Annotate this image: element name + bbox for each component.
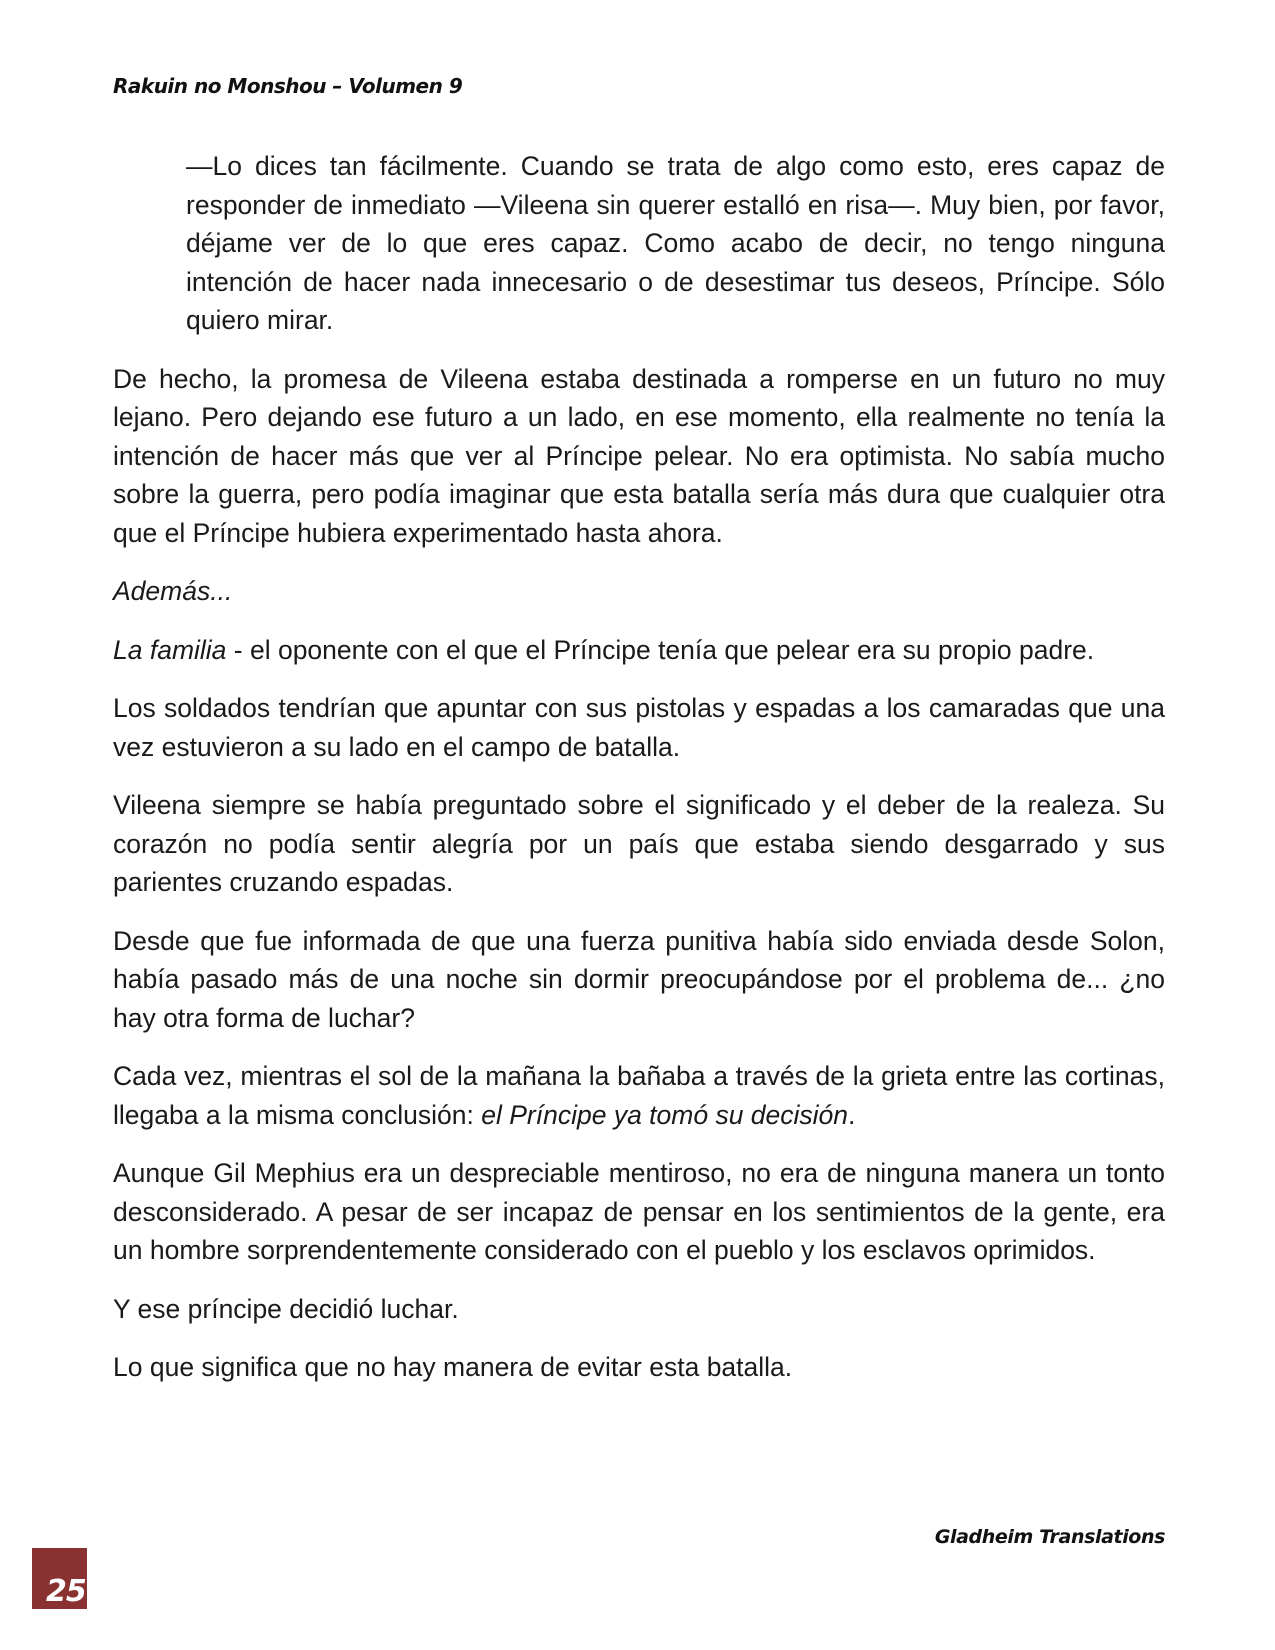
page-number-underline <box>32 1609 87 1612</box>
narrative-paragraph <box>113 1057 1165 1134</box>
narrative-paragraph <box>113 631 1165 670</box>
narrative-paragraph: Aunque Gil Mephius era un despreciable mentiroso, no era de ninguna manera un tonto desconsiderado. A pesar de ser incapaz de pensar en los sentimientos de la gente, era un hombre sorprendentemente considerado con el pueblo y los esclavos oprimidos. <box>113 1158 1165 1265</box>
narrative-paragraph: Lo que significa que no hay manera de evitar esta batalla. <box>113 1352 793 1382</box>
paragraph-text: - el oponente con el que el Príncipe tenía que pelear era su propio padre. <box>226 634 1095 665</box>
narrative-paragraph: Vileena siempre se había preguntado sobre el significado y el deber de la realeza. Su corazón no podía sentir alegría por un país que estaba siendo desgarrado y sus parientes cruzando espadas. <box>113 790 1165 897</box>
paragraph-text: Cada vez, mientras el sol de la mañana la bañaba a través de la grieta entre las cortinas, llegaba a la misma conclusión: <box>113 1061 1165 1130</box>
narrative-paragraph: Desde que fue informada de que una fuerza punitiva había sido enviada desde Solon, había pasado más de una noche sin dormir preocupándose por el problema de... ¿no hay otra forma de luchar? <box>113 925 1165 1033</box>
emphasis-text: La familia <box>113 634 227 665</box>
narrative-paragraph: Y ese príncipe decidió luchar. <box>113 1293 459 1324</box>
paragraph-text: . <box>848 1099 856 1130</box>
italic-aside: Además... <box>113 576 233 606</box>
running-footer-credit: Gladheim Translations <box>934 1526 1165 1548</box>
emphasis-text: el Príncipe ya tomó su decisión <box>481 1099 849 1130</box>
dialogue-paragraph: —Lo dices tan fácilmente. Cuando se trata de algo como esto, eres capaz de responder de inmediato —Vileena sin querer estalló en risa—. Muy bien, por favor, déjame ver de lo que eres capaz. Como acabo de decir, no tengo ninguna intención de hacer nada innecesario o de desestimar tus deseos, Príncipe. Sólo quiero mirar. <box>186 151 1165 335</box>
narrative-paragraph: Los soldados tendrían que apuntar con sus pistolas y espadas a los camaradas que una vez estuvieron a su lado en el campo de batalla. <box>113 693 1165 762</box>
body-text <box>113 147 1165 1407</box>
narrative-paragraph: De hecho, la promesa de Vileena estaba destinada a romperse en un futuro no muy lejano. Pero dejando ese futuro a un lado, en ese momento, ella realmente no tenía la intención de hacer más que ver al Príncipe pelear. No era optimista. No sabía mucho sobre la guerra, pero podía imaginar que esta batalla sería más dura que cualquier otra que el Príncipe hubiera experimentado hasta ahora. <box>113 363 1165 548</box>
page-number: 25 <box>46 1574 86 1609</box>
running-header-title: Rakuin no Monshou – Volumen 9 <box>113 74 463 98</box>
page-number-badge <box>32 1548 87 1612</box>
